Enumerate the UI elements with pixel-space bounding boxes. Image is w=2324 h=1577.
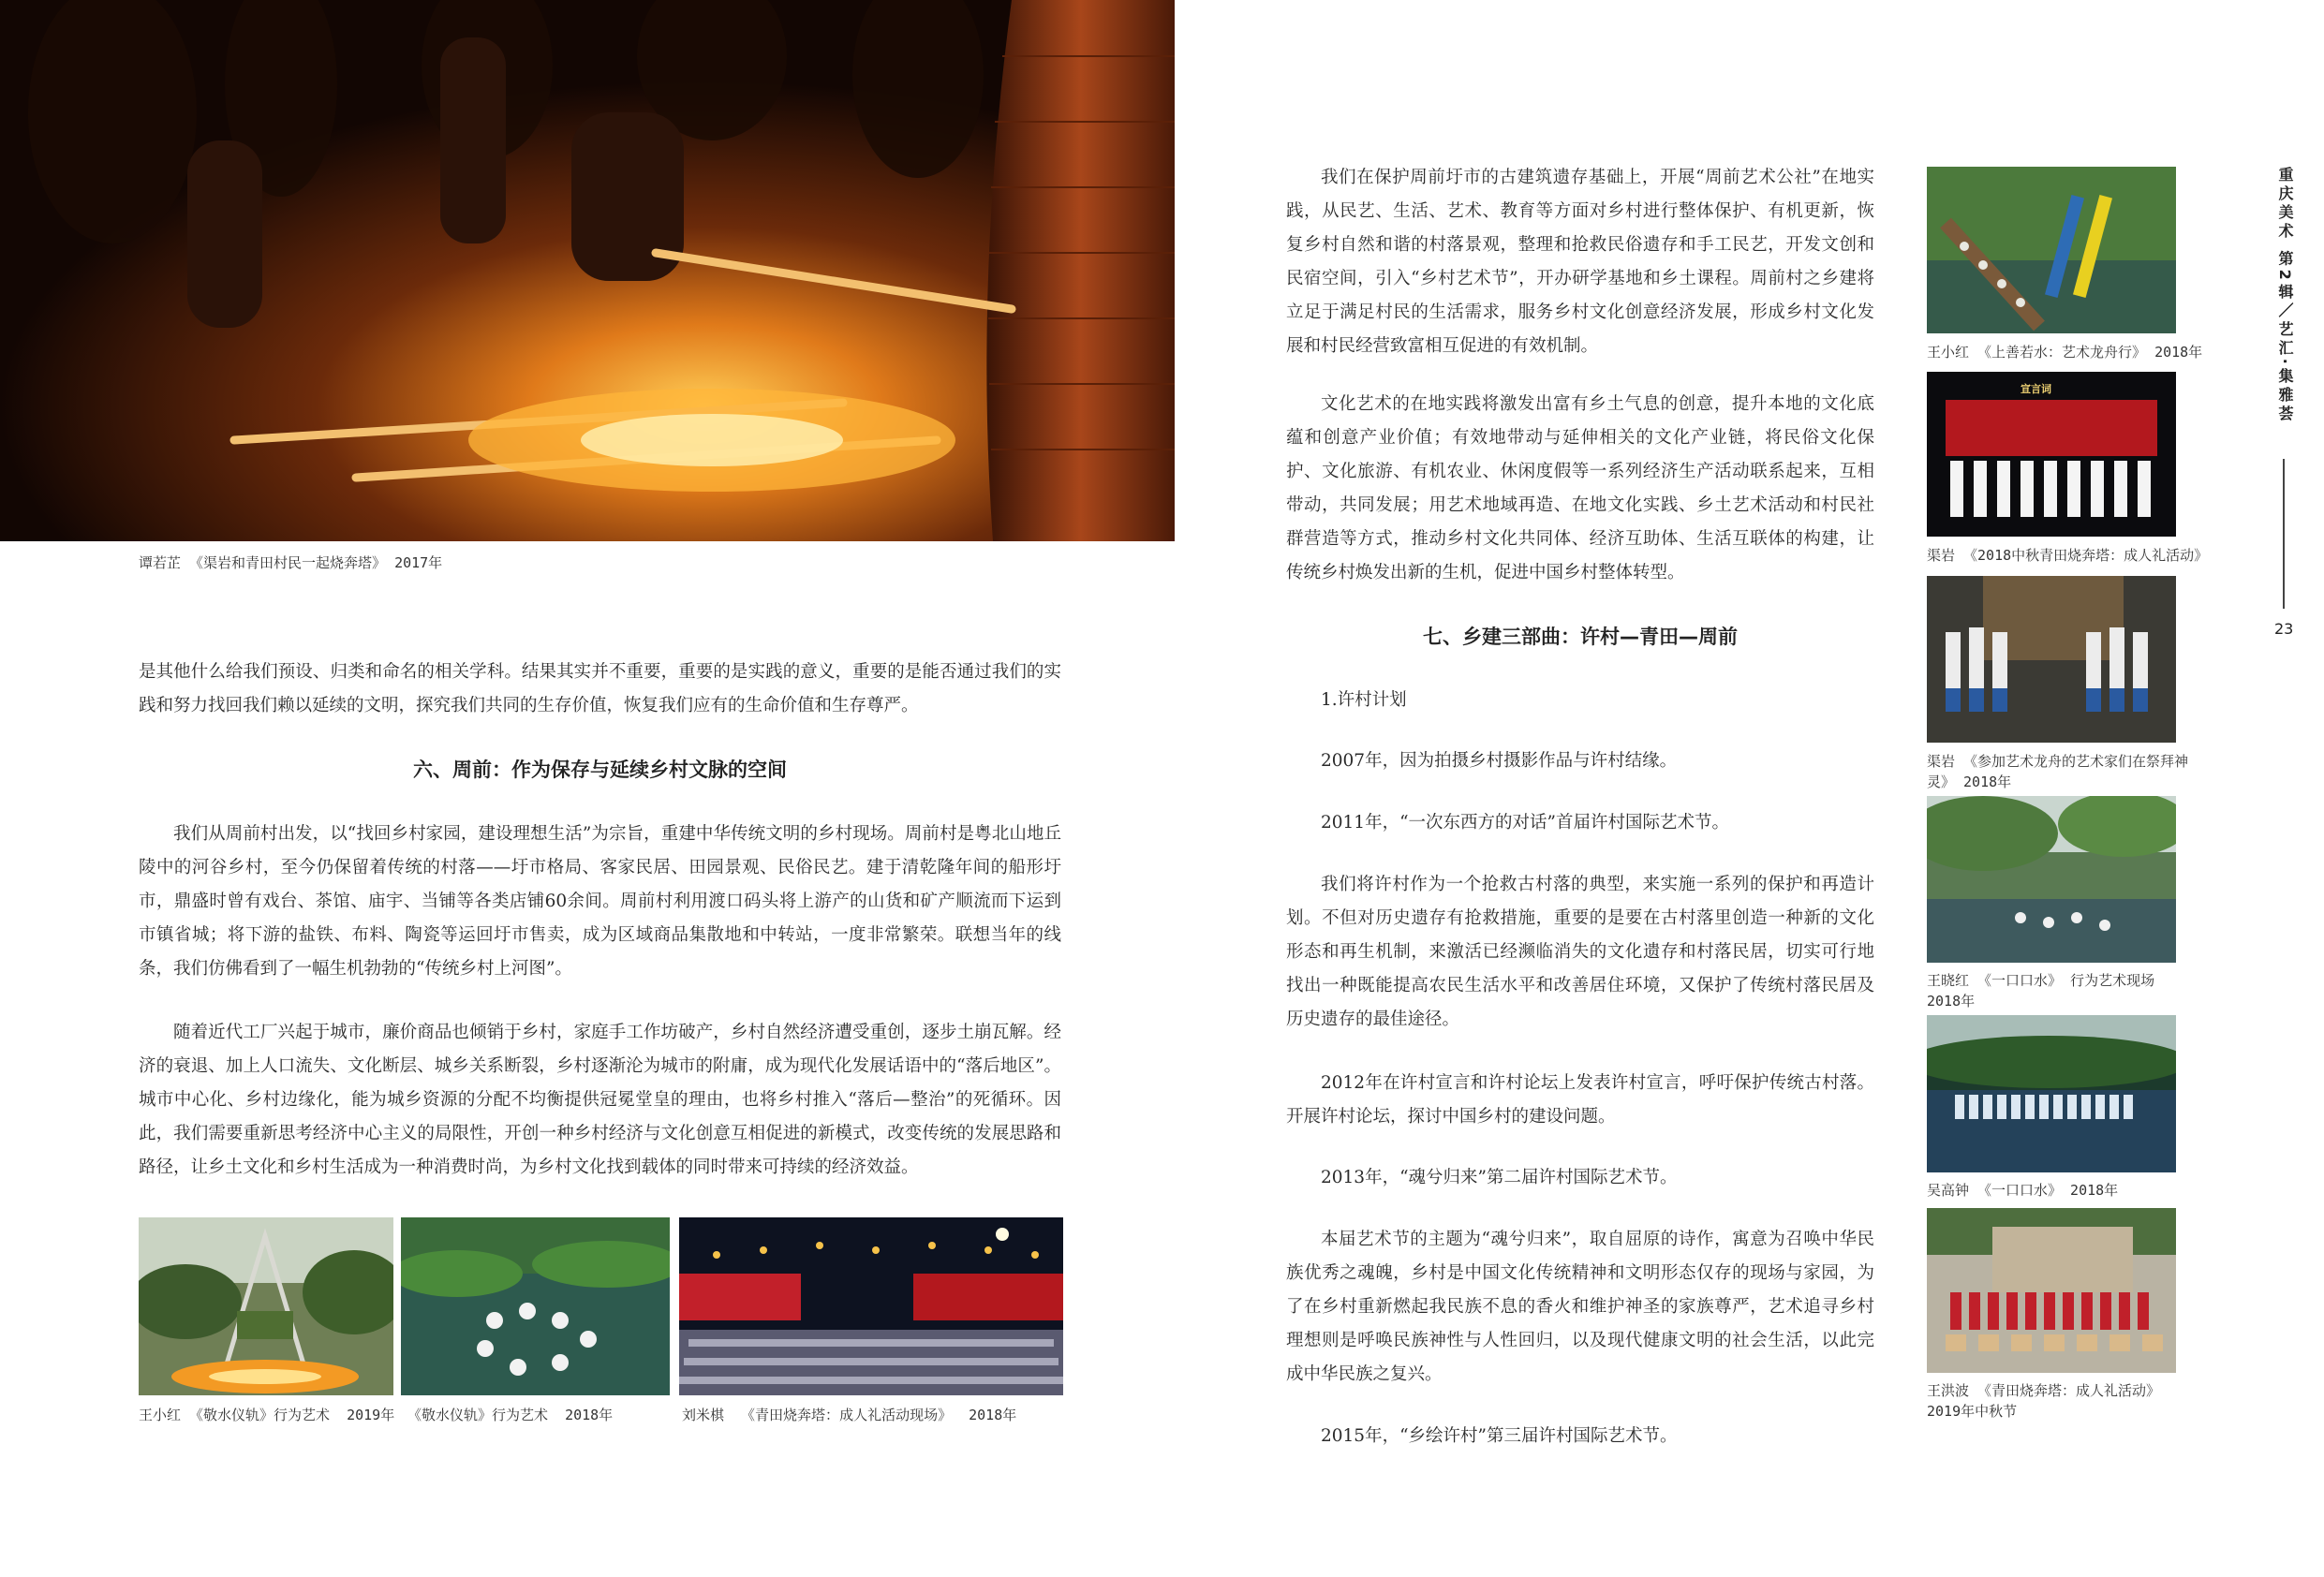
side-caption-1: 王小红 《上善若水：艺术龙舟行》 2018年 [1927, 344, 2203, 361]
photo-water-ritual-tripod [139, 1217, 393, 1395]
section-7-heading: 七、乡建三部曲：许村—青田—周前 [1423, 626, 1738, 648]
side-photo-water-bottles [1927, 1015, 2176, 1172]
running-head-divider [2283, 459, 2285, 609]
side-caption-2: 渠岩 《2018中秋青田烧奔塔：成人礼活动》 [1927, 547, 2209, 564]
side-caption-6: 王洪波 《青田烧奔塔：成人礼活动》 2019年中秋节 [1927, 1382, 2161, 1420]
right-paragraph-d: 本届艺术节的主题为“魂兮归来”，取自屈原的诗作，寓意为召唤中华民族优秀之魂魄，乡村是中国文化传统精神和文明形态仅存的现场与家园，为了在乡村重新燃起我民族不息的香火和维护神圣的家族尊严，艺术追寻乡村理想则是呼唤民族神性与人性回归，以及现代健康文明的社会生活，以此完成中华民族之复兴。 [1286, 1230, 1874, 1384]
side-caption-3: 渠岩 《参加艺术龙舟的艺术家们在祭拜神 灵》 2018年 [1927, 753, 2189, 790]
subsection-1-title: 1.许村计划 [1321, 690, 1407, 710]
side-photo-artists-worship [1927, 576, 2176, 743]
bottom-caption-2: 《敬水仪轨》行为艺术 2018年 [407, 1407, 614, 1423]
right-paragraph-b: 文化艺术的在地实践将激发出富有乡土气息的创意，提升本地的文化底蕴和创意产业价值；有效地带动与延伸相关的文化产业链，将民俗文化保护、文化旅游、有机农业、休闲度假等一系列经济生产活动联系起来，互相带动，共同发展；用艺术地域再造、在地文化实践、乡土艺术活动和村民社群营造等方式，推动乡村文化共同体、经济互助体、生活互联体的构建，让传统乡村焕发出新的生机，促进中国乡村整体转型。 [1286, 394, 1874, 582]
section-6-paragraph-2: 随着近代工厂兴起于城市，廉价商品也倾销于乡村，家庭手工作坊破产，乡村自然经济遭受重创，逐步土崩瓦解。经济的衰退、加上人口流失、文化断层、城乡关系断裂，乡村逐渐沦为城市的附庸，成为现代化发展话语中的“落后地区”。城市中心化、乡村边缘化，能为城乡资源的分配不均衡提供冠冕堂皇的理由，也将乡村推入“落后—整治”的死循环。因此，我们需要重新思考经济中心主义的局限性，开创一种乡村经济与文化创意互相促进的新模式，改变传统的发展思路和路径，让乡土文化和乡村生活成为一种消费时尚，为乡村文化找到载体的同时带来可持续的经济效益。 [139, 1023, 1061, 1177]
side-caption-4: 王晓红 《一口口水》 行为艺术现场 2018年 [1927, 972, 2155, 1010]
intro-paragraph: 是其他什么给我们预设、归类和命名的相关学科。结果其实并不重要，重要的是实践的意义，重要的是能否通过我们的实践和努力找回我们赖以延续的文明，探究我们共同的生存价值，恢复我们应有的生命价值和生存尊严。 [139, 662, 1061, 715]
running-head: 重庆美术 第2辑／艺汇·集雅荟 [2276, 167, 2294, 424]
side-photo-stage-declaration [1927, 372, 2176, 537]
right-paragraph-c: 我们将许村作为一个抢救古村落的典型，来实施一系列的保护和再造计划。不但对历史遗存有抢救措施，重要的是要在古村落里创造一种新的文化形态和再生机制，来激活已经濒临消失的文化遗存和村落民居，切实可行地找出一种既能提高农民生活水平和改善居住环境，又保护了传统村落民居及历史遗存的最佳途径。 [1286, 875, 1874, 1029]
hero-photo-bonfire [0, 0, 1175, 541]
timeline-2011: 2011年，“一次东西方的对话”首届许村国际艺术节。 [1321, 813, 1729, 833]
timeline-2015: 2015年，“乡绘许村”第三届许村国际艺术节。 [1321, 1426, 1678, 1446]
bottom-caption-1: 王小红 《敬水仪轨》行为艺术 2019年 [139, 1407, 395, 1423]
timeline-2013: 2013年，“魂兮归来”第二届许村国际艺术节。 [1321, 1168, 1678, 1187]
side-photo-water-performance [1927, 796, 2176, 963]
section-6-paragraph-1: 我们从周前村出发，以“找回乡村家园，建设理想生活”为宗旨，重建中华传统文明的乡村现场。周前村是粤北山地丘陵中的河谷乡村，至今仍保留着传统的村落——圩市格局、客家民居、田园景观、民俗民艺。建于清乾隆年间的船形圩市，鼎盛时曾有戏台、茶馆、庙宇、当铺等各类店铺60余间。周前村利用渡口码头将上游产的山货和矿产顺流而下运到市镇省城；将下游的盐铁、布料、陶瓷等运回圩市售卖，成为区域商品集散地和中转站，一度非常繁荣。联想当年的线条，我们仿佛看到了一幅生机勃勃的“传统乡村上河图”。 [139, 824, 1061, 979]
hero-photo-caption: 谭若芷 《渠岩和青田村民一起烧奔塔》 2017年 [139, 554, 443, 571]
right-paragraph-a: 我们在保护周前圩市的古建筑遗存基础上，开展“周前艺术公社”在地实践，从民艺、生活、艺术、教育等方面对乡村进行整体保护、有机更新，恢复乡村自然和谐的村落景观，整理和抢救民俗遗存和手工民艺，开发文创和民宿空间，引入“乡村艺术节”，开办研学基地和乡土课程。周前村之乡建将立足于满足村民的生活需求，服务乡村文化创意经济发展，形成乡村文化发展和村民经营致富相互促进的有效机制。 [1286, 168, 1874, 356]
side-photo-dragon-boat [1927, 167, 2176, 333]
page-number: 23 [2274, 620, 2294, 638]
side-photo-group-mid-autumn [1927, 1208, 2176, 1373]
photo-ceremony-crowd [679, 1217, 1063, 1395]
section-6-heading: 六、周前：作为保存与延续乡村文脉的空间 [413, 759, 787, 781]
timeline-2007: 2007年，因为拍摄乡村摄影作品与许村结缘。 [1321, 751, 1678, 771]
stage-banner-text: 宣言词 [2021, 383, 2051, 395]
side-caption-5: 吴高钟 《一口口水》 2018年 [1927, 1182, 2119, 1199]
timeline-2012: 2012年在许村宣言和许村论坛上发表许村宣言，呼吁保护传统古村落。开展许村论坛，探讨中国乡村的建设问题。 [1286, 1073, 1874, 1127]
bottom-caption-3: 刘米棋 《青田烧奔塔：成人礼活动现场》 2018年 [682, 1407, 1017, 1423]
photo-water-ritual-pond [401, 1217, 670, 1395]
